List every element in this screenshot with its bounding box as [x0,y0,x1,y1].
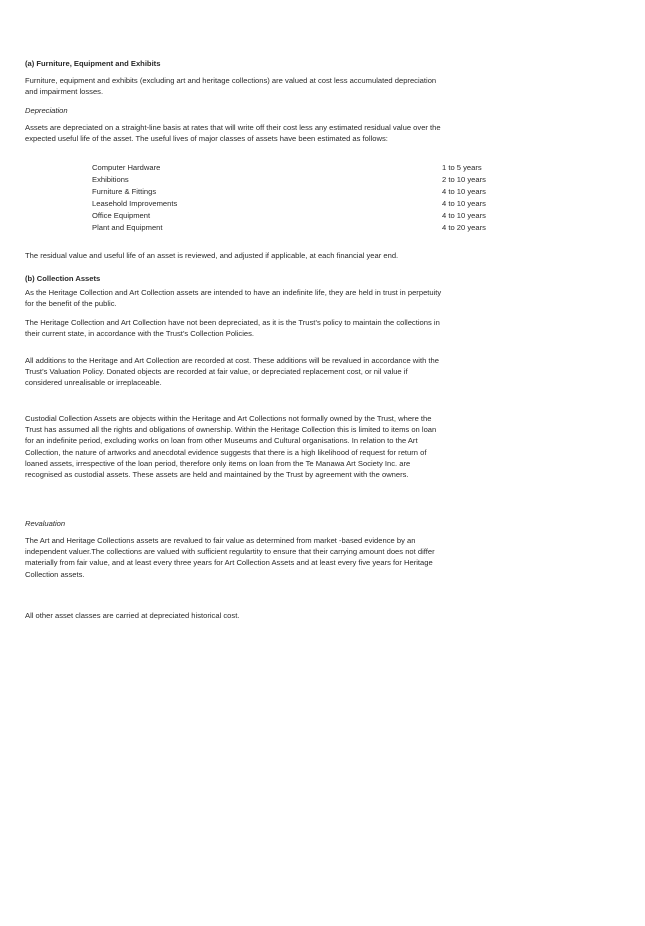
residual-value-text: The residual value and useful life of an asset is reviewed, and adjusted if applicable, at each financial year end. [25,251,399,260]
table-row [92,210,497,222]
custodial-assets-paragraph: Custodial Collection Assets are objects within the Heritage and Art Collections not formally owned by the Trust, where the Trust has assumed all the rights and obligations of ownership. Within the Heritage Collection this is limited to items on loan for an indefinite period, excluding works on loan from other Museums and Cultural organisations. In relation to the Art Collection, the nature of artworks and anecdotal evidence suggests that there is a high likelihood of request for return of loaned assets, irrespective of the loan period, therefore only items on loan from the Te Manawa Art Society Inc. are recognised as custodial assets. These assets are held and maintained by the Trust by agreement with the owners. [25,414,437,480]
other-assets-paragraph: All other asset classes are carried at depreciated historical cost. [25,611,240,620]
collection-assets-paragraph-2: The Heritage Collection and Art Collection have not been depreciated, as it is the Trust’s policy to maintain the collections in their current state, in accordance with the Trust’s Collection Policies. [25,318,440,339]
useful-life: 4 to 10 years [442,187,486,197]
revaluation-paragraph: The Art and Heritage Collections assets are revalued to fair value as determined from market -based evidence by an independent valuer.The collections are valued with sufficient regulartity to ensure that their carrying amount does not differ materially from fair value, and at least every three years for Art Collection Assets and at least every five years for Heritage Collection assets. [25,536,435,579]
useful-lives-table [92,162,497,235]
depreciation-text: Assets are depreciated on a straight-line basis at rates that will write off their cost less any estimated residual value over the expected useful life of the asset. The useful lives of major classes of assets have been estimated as follows: [25,123,441,144]
useful-life: 4 to 10 years [442,199,486,209]
collection-assets-paragraph-1: As the Heritage Collection and Art Collection assets are intended to have an indefinite life, they are held in trust in perpetuity for the benefit of the public. [25,288,442,309]
section-a-heading: (a) Furniture, Equipment and Exhibits [25,59,161,68]
useful-life: 2 to 10 years [442,175,486,185]
asset-class: Computer Hardware [92,163,161,172]
useful-life: 4 to 10 years [442,211,486,221]
depreciation-heading: Depreciation [25,106,68,115]
table-row [92,162,497,174]
asset-class: Exhibitions [92,175,129,185]
useful-life: 4 to 20 years [442,223,486,233]
table-row [92,198,497,210]
table-row [92,222,497,234]
collection-assets-paragraph-3: All additions to the Heritage and Art Collection are recorded at cost. These additions will be revalued in accordance with the Trust’s Valuation Policy. Donated objects are recorded at fair value, or depreciated replacement cost, or nil value if considered unrealisable or irreplaceable. [25,356,439,388]
section-a-intro: Furniture, equipment and exhibits (excluding art and heritage collections) are valued at cost less accumulated depreciation and impairment losses. [25,76,437,97]
useful-life: 1 to 5 years [442,163,482,172]
asset-class: Leasehold Improvements [92,199,178,209]
section-b-heading: (b) Collection Assets [25,274,101,283]
asset-class: Office Equipment [92,211,151,221]
table-row [92,174,497,186]
asset-class: Furniture & Fittings [92,187,157,197]
revaluation-heading: Revaluation [25,519,66,528]
table-row [92,186,497,198]
asset-class: Plant and Equipment [92,223,163,233]
